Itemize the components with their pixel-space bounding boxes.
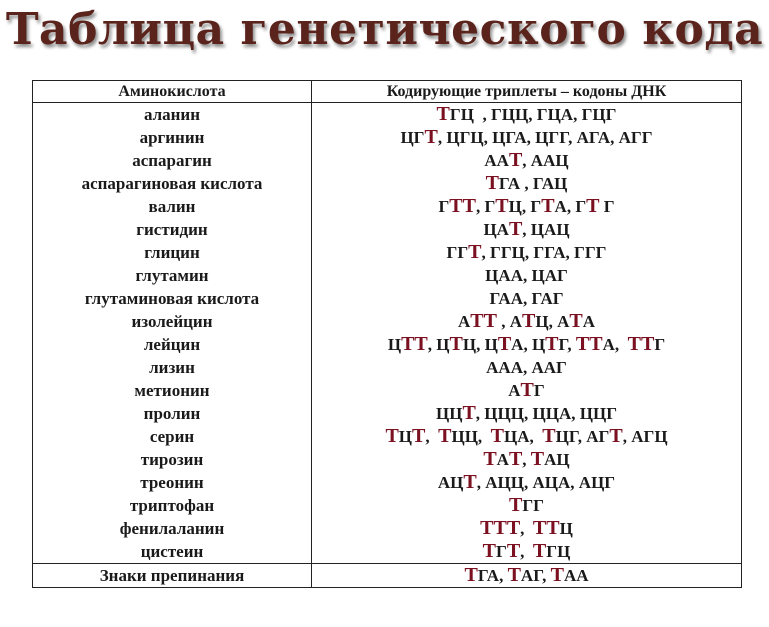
codon-cell: ААТ, ААЦ xyxy=(312,149,742,172)
table-row xyxy=(33,195,742,218)
amino-acid-cell: Знаки препинания xyxy=(33,564,312,588)
amino-acid-cell: аргинин xyxy=(33,126,312,149)
table-row xyxy=(33,494,742,517)
table-row xyxy=(33,264,742,287)
amino-acid-cell: аспарагин xyxy=(33,149,312,172)
amino-acid-cell: аспарагиновая кислота xyxy=(33,172,312,195)
codon-cell: ТГЦ , ГЦЦ, ГЦА, ГЦГ xyxy=(312,103,742,127)
amino-acid-cell: цистеин xyxy=(33,540,312,564)
amino-acid-cell: глицин xyxy=(33,241,312,264)
table-row xyxy=(33,103,742,127)
amino-acid-cell: аланин xyxy=(33,103,312,127)
codon-cell: АЦТ, АЦЦ, АЦА, АЦГ xyxy=(312,471,742,494)
table-row xyxy=(33,310,742,333)
amino-acid-cell: валин xyxy=(33,195,312,218)
table-row xyxy=(33,379,742,402)
amino-acid-cell: пролин xyxy=(33,402,312,425)
codon-cell: ТГА , ГАЦ xyxy=(312,172,742,195)
amino-acid-cell: глутамин xyxy=(33,264,312,287)
table-row xyxy=(33,425,742,448)
page-title: Таблица генетического кода xyxy=(5,4,764,55)
codon-cell: ТЦТ, ТЦЦ, ТЦА, ТЦГ, АГТ, АГЦ xyxy=(312,425,742,448)
table-row xyxy=(33,356,742,379)
codon-cell: ЦТТ, ЦТЦ, ЦТА, ЦТГ, ТТА, ТТГ xyxy=(312,333,742,356)
table-row xyxy=(33,540,742,564)
amino-acid-cell: тирозин xyxy=(33,448,312,471)
table-row xyxy=(33,126,742,149)
table-row xyxy=(33,517,742,540)
genetic-code-table xyxy=(32,80,742,588)
amino-acid-cell: изолейцин xyxy=(33,310,312,333)
amino-acid-cell: лейцин xyxy=(33,333,312,356)
table-row xyxy=(33,149,742,172)
codon-cell: ЦГТ, ЦГЦ, ЦГА, ЦГГ, АГА, АГГ xyxy=(312,126,742,149)
codon-cell: АТТ , АТЦ, АТА xyxy=(312,310,742,333)
amino-acid-cell: гистидин xyxy=(33,218,312,241)
amino-acid-cell: фенилаланин xyxy=(33,517,312,540)
amino-acid-cell: треонин xyxy=(33,471,312,494)
table-row xyxy=(33,471,742,494)
amino-acid-cell: метионин xyxy=(33,379,312,402)
codon-cell: ГАА, ГАГ xyxy=(312,287,742,310)
table-row xyxy=(33,333,742,356)
column-header-amino-acid: Аминокислота xyxy=(33,81,312,103)
table-row xyxy=(33,241,742,264)
codon-cell: ЦАТ, ЦАЦ xyxy=(312,218,742,241)
codon-cell: ЦЦТ, ЦЦЦ, ЦЦА, ЦЦГ xyxy=(312,402,742,425)
amino-acid-cell: глутаминовая кислота xyxy=(33,287,312,310)
codon-cell: ААА, ААГ xyxy=(312,356,742,379)
amino-acid-cell: лизин xyxy=(33,356,312,379)
table-row-punctuation xyxy=(33,564,742,588)
codon-cell: ТАТ, ТАЦ xyxy=(312,448,742,471)
codon-cell: ТГТ, ТГЦ xyxy=(312,540,742,564)
codon-cell: ТГГ xyxy=(312,494,742,517)
codon-cell: АТГ xyxy=(312,379,742,402)
column-header-codons: Кодирующие триплеты – кодоны ДНК xyxy=(312,81,742,103)
codon-cell: ТТТ, ТТЦ xyxy=(312,517,742,540)
table-row xyxy=(33,448,742,471)
codon-cell: ТГА, ТАГ, ТАА xyxy=(312,564,742,588)
codon-cell: ГТТ, ГТЦ, ГТА, ГТ Г xyxy=(312,195,742,218)
table-row xyxy=(33,402,742,425)
codon-cell: ЦАА, ЦАГ xyxy=(312,264,742,287)
table-row xyxy=(33,218,742,241)
amino-acid-cell: триптофан xyxy=(33,494,312,517)
codon-cell: ГГТ, ГГЦ, ГГА, ГГГ xyxy=(312,241,742,264)
amino-acid-cell: серин xyxy=(33,425,312,448)
table-row xyxy=(33,287,742,310)
table-row xyxy=(33,172,742,195)
table-header-row xyxy=(33,81,742,103)
